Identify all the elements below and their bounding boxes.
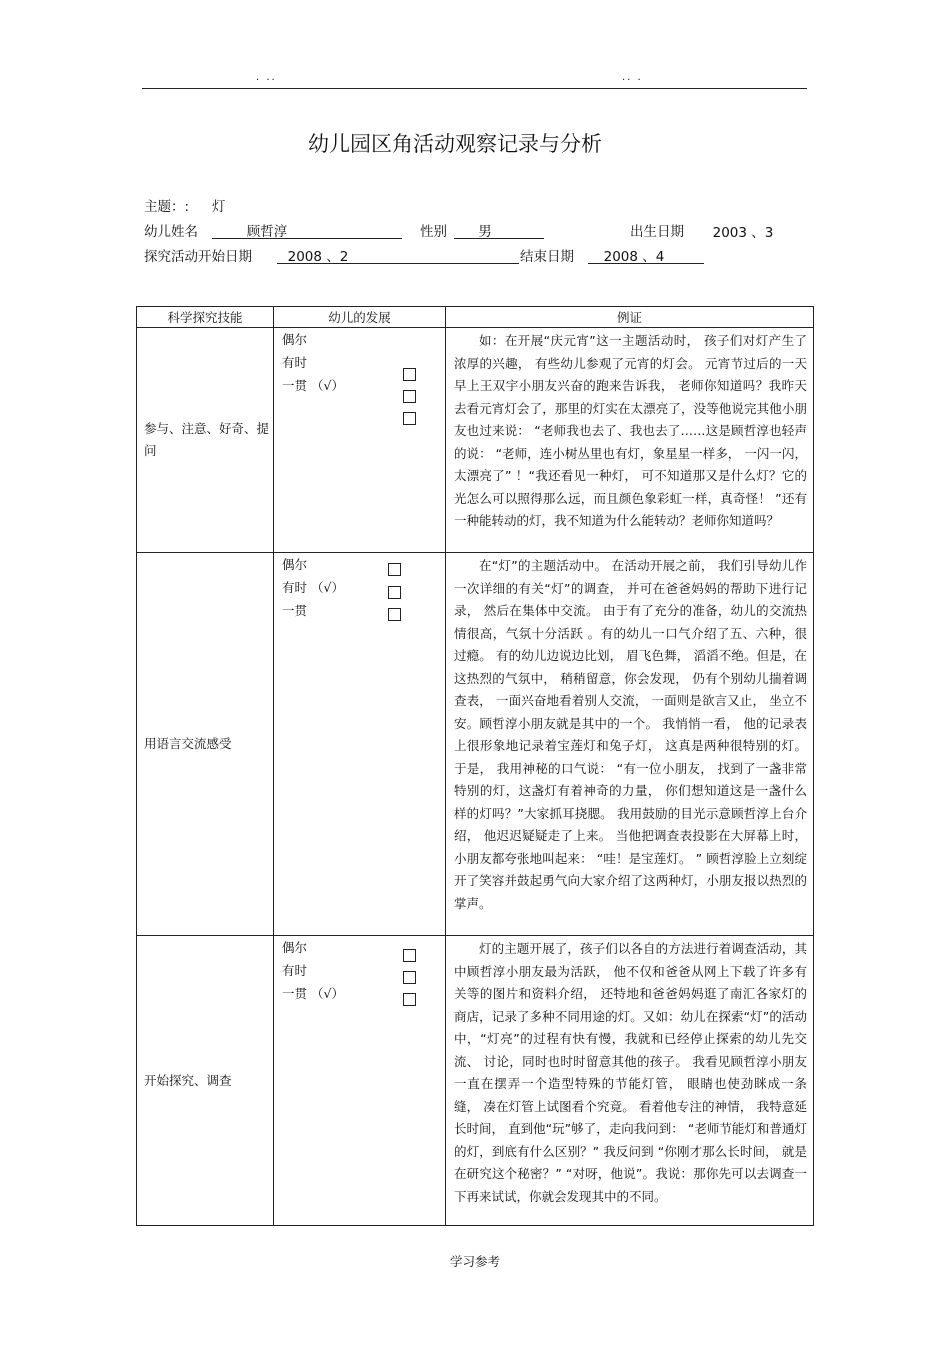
- header-example: 例证: [446, 307, 814, 328]
- option-label: 偶尔: [282, 940, 308, 955]
- name-label: 幼儿姓名: [144, 224, 198, 240]
- option-label: 有时: [282, 963, 308, 978]
- option-label: 一贯: [282, 603, 308, 618]
- option-label: 有时: [282, 355, 308, 370]
- checkbox[interactable]: [403, 368, 416, 381]
- gender-field: [454, 220, 544, 239]
- header-skill: 科学探究技能: [137, 307, 274, 328]
- birth-field: [703, 221, 783, 239]
- example-cell: [446, 936, 814, 1226]
- header-dots-left: . ..: [256, 72, 277, 83]
- development-cell: [274, 936, 446, 1226]
- example-cell: [446, 328, 814, 553]
- gender-value: 男: [478, 224, 492, 240]
- end-field: [588, 245, 704, 264]
- gender-label: 性别: [420, 224, 447, 240]
- table-header-row: [137, 307, 814, 328]
- birth-value: 2003 、3: [712, 225, 774, 241]
- start-value: 2008 、2: [287, 249, 349, 265]
- end-value: 2008 、4: [603, 249, 665, 265]
- footer-text: 学习参考: [449, 1254, 500, 1269]
- development-cell: [274, 328, 446, 553]
- checkbox[interactable]: [403, 971, 416, 984]
- theme-value: 灯: [212, 199, 226, 215]
- option-label: 有时 （√）: [282, 580, 344, 595]
- page-title: 幼儿园区角活动观察记录与分析: [308, 132, 602, 156]
- theme-label: 主题：:: [144, 199, 190, 215]
- table-row: [137, 328, 814, 553]
- checkbox[interactable]: [388, 608, 401, 621]
- example-text: 灯的主题开展了，孩子们以各自的方法进行着调查活动，其中顾哲淳小朋友最为活跃， 他不仅和爸爸从网上下载了许多有关等的图片和资料介绍， 还特地和爸爸妈妈逛了南汇各家灯的商店，记录了多种不同用途的灯。又如：幼儿在探索“灯”的活动中，“灯亮”的过程有快有慢，我就和已经停止探索的幼儿先交流、 讨论，同时也时时留意其他的孩子。 我看见顾哲淳小朋友一直在摆弄一个造型特殊的节能灯管， 眼睛也使劲眯成一条缝， 凑在灯管上试图看个究竟。 看着他专注的神情， 我特意延长时间， 直到他“玩”够了，走向我问到： “老师节能灯和普通灯的灯，到底有什么区别？” 我反问到 “你刚才那么长时间， 就是在研究这个秘密？” “对呀，他说”。我说：那你先可以去调查一下再来试试，你就会发现其中的不同。: [454, 941, 807, 1204]
- checkbox[interactable]: [403, 412, 416, 425]
- end-label: 结束日期: [520, 249, 574, 265]
- observation-table: [136, 306, 814, 1226]
- table-row: [137, 936, 814, 1226]
- development-cell: [274, 553, 446, 936]
- skill-cell: 用语言交流感受: [137, 553, 274, 936]
- option-label: 一贯 （√）: [282, 378, 344, 393]
- start-field: [277, 245, 519, 264]
- checkbox[interactable]: [388, 586, 401, 599]
- header-dots-right: .. .: [622, 72, 643, 83]
- option-label: 一贯 （√）: [282, 986, 344, 1001]
- checkbox[interactable]: [388, 563, 401, 576]
- name-value: 顾哲淳: [246, 224, 288, 240]
- header-development: 幼儿的发展: [274, 307, 446, 328]
- name-field: [212, 220, 402, 239]
- example-cell: [446, 553, 814, 936]
- start-label: 探究活动开始日期: [144, 249, 252, 265]
- example-text: 在“灯”的主题活动中。 在活动开展之前， 我们引导幼儿作一次详细的有关“灯”的调查， 并可在爸爸妈妈的帮助下进行记录， 然后在集体中交流。 由于有了充分的准备，幼儿的交流热情很高，气氛十分活跃 。有的幼儿一口气介绍了五、六种，很过瘾。 有的幼儿边说边比划， 眉飞色舞， 滔滔不绝。但是，在这热烈的气氛中， 稍稍留意，你会发现， 仍有个别幼儿揣着调查表， 一面兴奋地看着别人交流， 一面则是欲言又止， 坐立不安。顾哲淳小朋友就是其中的一个。 我悄悄一看， 他的记录表上很形象地记录着宝莲灯和兔子灯， 这真是两种很特别的灯。 于是， 我用神秘的口气说： “有一位小朋友， 找到了一盏非常特别的灯，这盏灯有着神奇的力量， 你们想知道这是一盏什么样的灯吗？”大家抓耳挠腮。 我用鼓励的目光示意顾哲淳上台介绍， 他迟迟疑疑走了上来。 当他把调查表投影在大屏幕上时， 小朋友都夸张地叫起来： “哇！是宝莲灯。 ” 顾哲淳脸上立刻绽开了笑容并鼓起勇气向大家介绍了这两种灯，小朋友报以热烈的掌声。: [454, 558, 807, 911]
- checkbox[interactable]: [403, 993, 416, 1006]
- checkbox[interactable]: [403, 390, 416, 403]
- option-label: 偶尔: [282, 557, 308, 572]
- skill-cell: 开始探究、调查: [137, 936, 274, 1226]
- example-text: 如：在开展“庆元宵”这一主题活动时， 孩子们对灯产生了浓厚的兴趣， 有些幼儿参观了元宵的灯会。 元宵节过后的一天早上王双宇小朋友兴奋的跑来告诉我， 老师你知道吗？我昨天去看元宵灯会了，那里的灯实在太漂亮了，没等他说完其他小朋友也过来说： “老师我也去了、我也去了……这是顾哲淳也轻声的说： “老师，连小树丛里也有灯，象星星一样多， 一闪一闪，太漂亮了” ！“我还看见一种灯， 可不知道那又是什么灯？它的光怎么可以照得那么远，而且颜色象彩虹一样，真奇怪！ ”还有一种能转动的灯，我不知道为什么能转动？老师你知道吗？: [454, 333, 807, 528]
- checkbox[interactable]: [403, 949, 416, 962]
- option-label: 偶尔: [282, 332, 308, 347]
- skill-cell: 参与、注意、好奇、提问: [137, 328, 274, 553]
- table-row: [137, 553, 814, 936]
- header-rule: [142, 88, 807, 89]
- birth-label: 出生日期: [630, 224, 684, 240]
